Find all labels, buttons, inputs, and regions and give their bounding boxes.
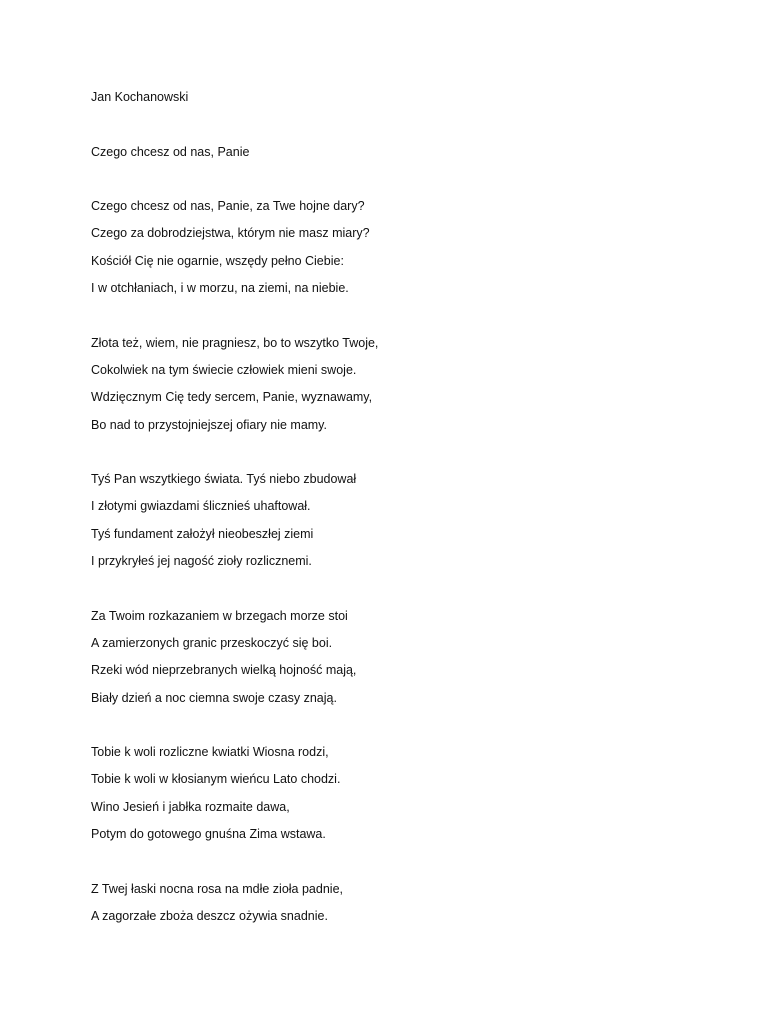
- author-name: Jan Kochanowski: [91, 90, 189, 104]
- verse-line: I w otchłaniach, i w morzu, na ziemi, na niebie.: [91, 281, 349, 296]
- stanza-1: [91, 193, 711, 302]
- verse-line: Tobie k woli rozliczne kwiatki Wiosna rodzi,: [91, 745, 329, 760]
- verse-line: I złotymi gwiazdami ślicznieś uhaftował.: [91, 499, 311, 514]
- blank-line: [91, 166, 711, 193]
- verse-line: Potym do gotowego gnuśna Zima wstawa.: [91, 827, 326, 842]
- verse-line: Biały dzień a noc ciemna swoje czasy znają.: [91, 690, 337, 705]
- verse-line: Czego za dobrodziejstwa, którym nie masz miary?: [91, 226, 370, 241]
- verse-line: Złota też, wiem, nie pragniesz, bo to wszytko Twoje,: [91, 335, 379, 350]
- verse-line: Tobie k woli w kłosianym wieńcu Lato chodzi.: [91, 772, 341, 787]
- verse-line: Tyś Pan wszytkiego świata. Tyś niebo zbudował: [91, 472, 357, 487]
- poem-text: [91, 84, 711, 930]
- blank-line: [91, 848, 711, 875]
- blank-line: [91, 111, 711, 138]
- verse-line: Z Twej łaski nocna rosa na mdłe zioła padnie,: [91, 881, 343, 896]
- verse-line: Rzeki wód nieprzebranych wielką hojność mają,: [91, 663, 357, 678]
- poem-title: Czego chcesz od nas, Panie: [91, 144, 250, 159]
- stanza-5: [91, 739, 711, 848]
- verse-line: Wino Jesień i jabłka rozmaite dawa,: [91, 799, 290, 814]
- verse-line: Bo nad to przystojniejszej ofiary nie mamy.: [91, 417, 327, 432]
- verse-line: Kościół Cię nie ogarnie, wszędy pełno Ciebie:: [91, 253, 344, 268]
- blank-line: [91, 575, 711, 602]
- blank-line: [91, 302, 711, 329]
- verse-line: Za Twoim rozkazaniem w brzegach morze stoi: [91, 608, 348, 623]
- verse-line: A zagorzałe zboża deszcz ożywia snadnie.: [91, 908, 328, 923]
- stanza-6: [91, 876, 711, 931]
- verse-line: A zamierzonych granic przeskoczyć się boi.: [91, 635, 333, 650]
- verse-line: I przykryłeś jej nagość zioły rozlicznemi.: [91, 554, 312, 569]
- stanza-3: [91, 466, 711, 575]
- verse-line: Wdzięcznym Cię tedy sercem, Panie, wyznawamy,: [91, 390, 373, 405]
- verse-line: Cokolwiek na tym świecie człowiek mieni swoje.: [91, 362, 357, 377]
- stanza-4: [91, 603, 711, 712]
- blank-line: [91, 712, 711, 739]
- verse-line: Tyś fundament założył nieobeszłej ziemi: [91, 526, 314, 541]
- blank-line: [91, 439, 711, 466]
- stanza-2: [91, 330, 711, 439]
- verse-line: Czego chcesz od nas, Panie, za Twe hojne dary?: [91, 199, 365, 214]
